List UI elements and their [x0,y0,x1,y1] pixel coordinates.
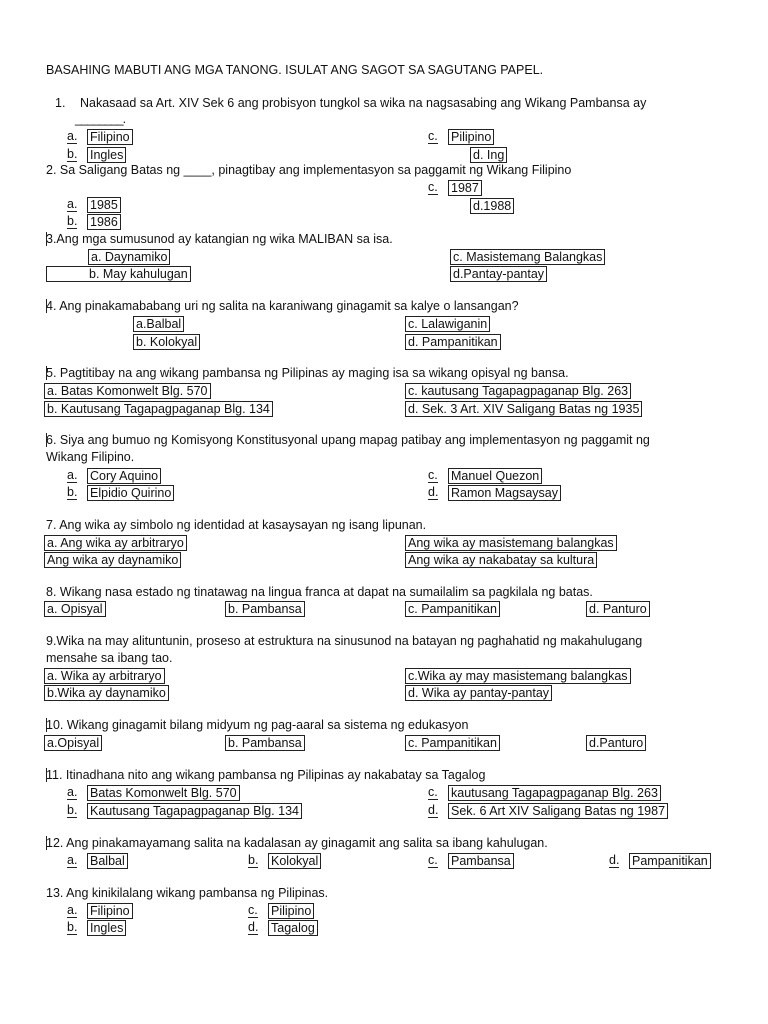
q11-option-d: Sek. 6 Art XIV Saligang Batas ng 1987 [448,803,668,819]
q13-option-b-letter: b. [67,920,78,934]
q1-option-d: d. Ing [470,147,507,163]
q12-option-a-letter: a. [67,853,78,867]
q12-option-a: Balbal [87,853,128,869]
q1-option-b: Ingles [87,147,126,163]
q3-number-box [46,232,47,246]
q11-option-d-letter: d. [428,803,439,817]
q13-option-b: Ingles [87,920,126,936]
q6-text-line1: 6. Siya ang bumuo ng Komisyong Konstitusyonal upang mapag patibay ang implementasyon ng paggamit ng [46,433,650,447]
q1-option-a-letter: a. [67,129,78,143]
q11-number-box [46,768,47,782]
q9-option-d: d. Wika ay pantay-pantay [405,685,552,701]
q7-option-a: a. Ang wika ay arbitraryo [44,535,187,551]
q12-number-box [46,836,47,850]
q10-text: 10. Wikang ginagamit bilang midyum ng pag-aaral sa sistema ng edukasyon [46,718,469,732]
q1-option-b-letter: b. [67,147,78,161]
q2-option-d: d.1988 [470,198,514,214]
q5-text: 5. Pagtitibay na ang wikang pambansa ng Pilipinas ay maging isa sa wikang opisyal ng bansa. [46,366,569,380]
q13-option-d-letter: d. [248,920,259,934]
q7-option-c: Ang wika ay masistemang balangkas [405,535,617,551]
q1-blank: ________. [75,112,126,126]
q6-option-d-letter: d. [428,485,439,499]
q13-option-c-letter: c. [248,903,258,917]
q3-option-b: b. May kahulugan [46,266,191,282]
q10-option-d: d.Panturo [586,735,646,751]
q6-option-d: Ramon Magsaysay [448,485,561,501]
q13-option-a-letter: a. [67,903,78,917]
q9-option-b: b.Wika ay daynamiko [44,685,169,701]
q6-text-line2: Wikang Filipino. [46,450,135,464]
q5-option-c: c. kautusang Tagapagpaganap Blg. 263 [405,383,631,399]
q4-option-a: a.Balbal [133,316,184,332]
q1-number: 1. [55,96,66,110]
q6-number-box [46,433,47,447]
q10-number-box [46,718,47,732]
q6-option-a-letter: a. [67,468,78,482]
q12-option-c-letter: c. [428,853,438,867]
q4-text: 4. Ang pinakamababang uri ng salita na karaniwang ginagamit sa kalye o lansangan? [46,299,519,313]
q8-option-d: d. Panturo [586,601,650,617]
q7-option-b: Ang wika ay daynamiko [44,552,181,568]
q5-number-box [46,366,47,380]
q6-option-c-letter: c. [428,468,438,482]
q1-text: Nakasaad sa Art. XIV Sek 6 ang probisyon tungkol sa wika na nagsasabing ang Wikang Pambansa ay [80,96,647,110]
q12-text: 12. Ang pinakamayamang salita na kadalasan ay ginagamit ang salita sa ibang kahulugan. [46,836,548,850]
q10-option-b: b. Pambansa [225,735,305,751]
q8-option-c: c. Pampanitikan [405,601,500,617]
q1-option-c: Pilipino [448,129,494,145]
q3-option-d: d.Pantay-pantay [450,266,547,282]
q7-option-d: Ang wika ay nakabatay sa kultura [405,552,597,568]
q1-option-c-letter: c. [428,129,438,143]
q12-option-d-letter: d. [609,853,620,867]
q12-option-b: Kolokyal [268,853,321,869]
q10-option-a: a.Opisyal [44,735,102,751]
q6-option-b: Elpidio Quirino [87,485,174,501]
q9-option-c: c.Wika ay may masistemang balangkas [405,668,631,684]
q13-text: 13. Ang kinikilalang wikang pambansa ng Pilipinas. [46,886,329,900]
q4-option-d: d. Pampanitikan [405,334,501,350]
q7-text: 7. Ang wika ay simbolo ng identidad at kasaysayan ng isang lipunan. [46,518,427,532]
q12-option-c: Pambansa [448,853,514,869]
q3-option-a: a. Daynamiko [88,249,170,265]
q11-option-b-letter: b. [67,803,78,817]
q10-option-c: c. Pampanitikan [405,735,500,751]
q3-text: 3.Ang mga sumusunod ay katangian ng wika MALIBAN sa isa. [46,232,393,246]
instruction-heading: BASAHING MABUTI ANG MGA TANONG. ISULAT ANG SAGOT SA SAGUTANG PAPEL. [46,63,544,77]
q6-option-c: Manuel Quezon [448,468,542,484]
q13-option-a: Filipino [87,903,133,919]
q4-number-box [46,299,47,313]
q2-text: 2. Sa Saligang Batas ng ____, pinagtibay ang implementasyon sa paggamit ng Wikang Filipino [46,163,572,177]
q9-text-line1: 9.Wika na may alituntunin, proseso at estruktura na sinusunod na batayan ng paghahatid ng makahulugang [46,634,643,648]
q11-option-a: Batas Komonwelt Blg. 570 [87,785,240,801]
q12-option-d: Pampanitikan [629,853,711,869]
q3-option-c: c. Masistemang Balangkas [450,249,605,265]
q5-option-a: a. Batas Komonwelt Blg. 570 [44,383,211,399]
q11-option-c: kautusang Tagapagpaganap Blg. 263 [448,785,661,801]
q4-option-c: c. Lalawiganin [405,316,490,332]
q9-text-line2: mensahe sa ibang tao. [46,651,173,665]
q8-option-a: a. Opisyal [44,601,106,617]
q5-option-d: d. Sek. 3 Art. XIV Saligang Batas ng 1935 [405,401,642,417]
q2-option-a-letter: a. [67,197,78,211]
q9-option-a: a. Wika ay arbitraryo [44,668,165,684]
q13-option-c: Pilipino [268,903,314,919]
q8-option-b: b. Pambansa [225,601,305,617]
q12-option-b-letter: b. [248,853,259,867]
q11-option-b: Kautusang Tagapagpaganap Blg. 134 [87,803,302,819]
q1-option-a: Filipino [87,129,133,145]
q4-option-b: b. Kolokyal [133,334,200,350]
q8-text: 8. Wikang nasa estado ng tinatawag na lingua franca at dapat na sumailalim sa pagkilala ng batas. [46,585,593,599]
q6-option-b-letter: b. [67,485,78,499]
q11-option-c-letter: c. [428,785,438,799]
q2-option-c-letter: c. [428,180,438,194]
q13-option-d: Tagalog [268,920,318,936]
q2-option-b: 1986 [87,214,121,230]
q2-option-c: 1987 [448,180,482,196]
q11-option-a-letter: a. [67,785,78,799]
q6-option-a: Cory Aquino [87,468,161,484]
q5-option-b: b. Kautusang Tagapagpaganap Blg. 134 [44,401,273,417]
q11-text: 11. Itinadhana nito ang wikang pambansa ng Pilipinas ay nakabatay sa Tagalog [46,768,486,782]
q2-option-a: 1985 [87,197,121,213]
q2-option-b-letter: b. [67,214,78,228]
